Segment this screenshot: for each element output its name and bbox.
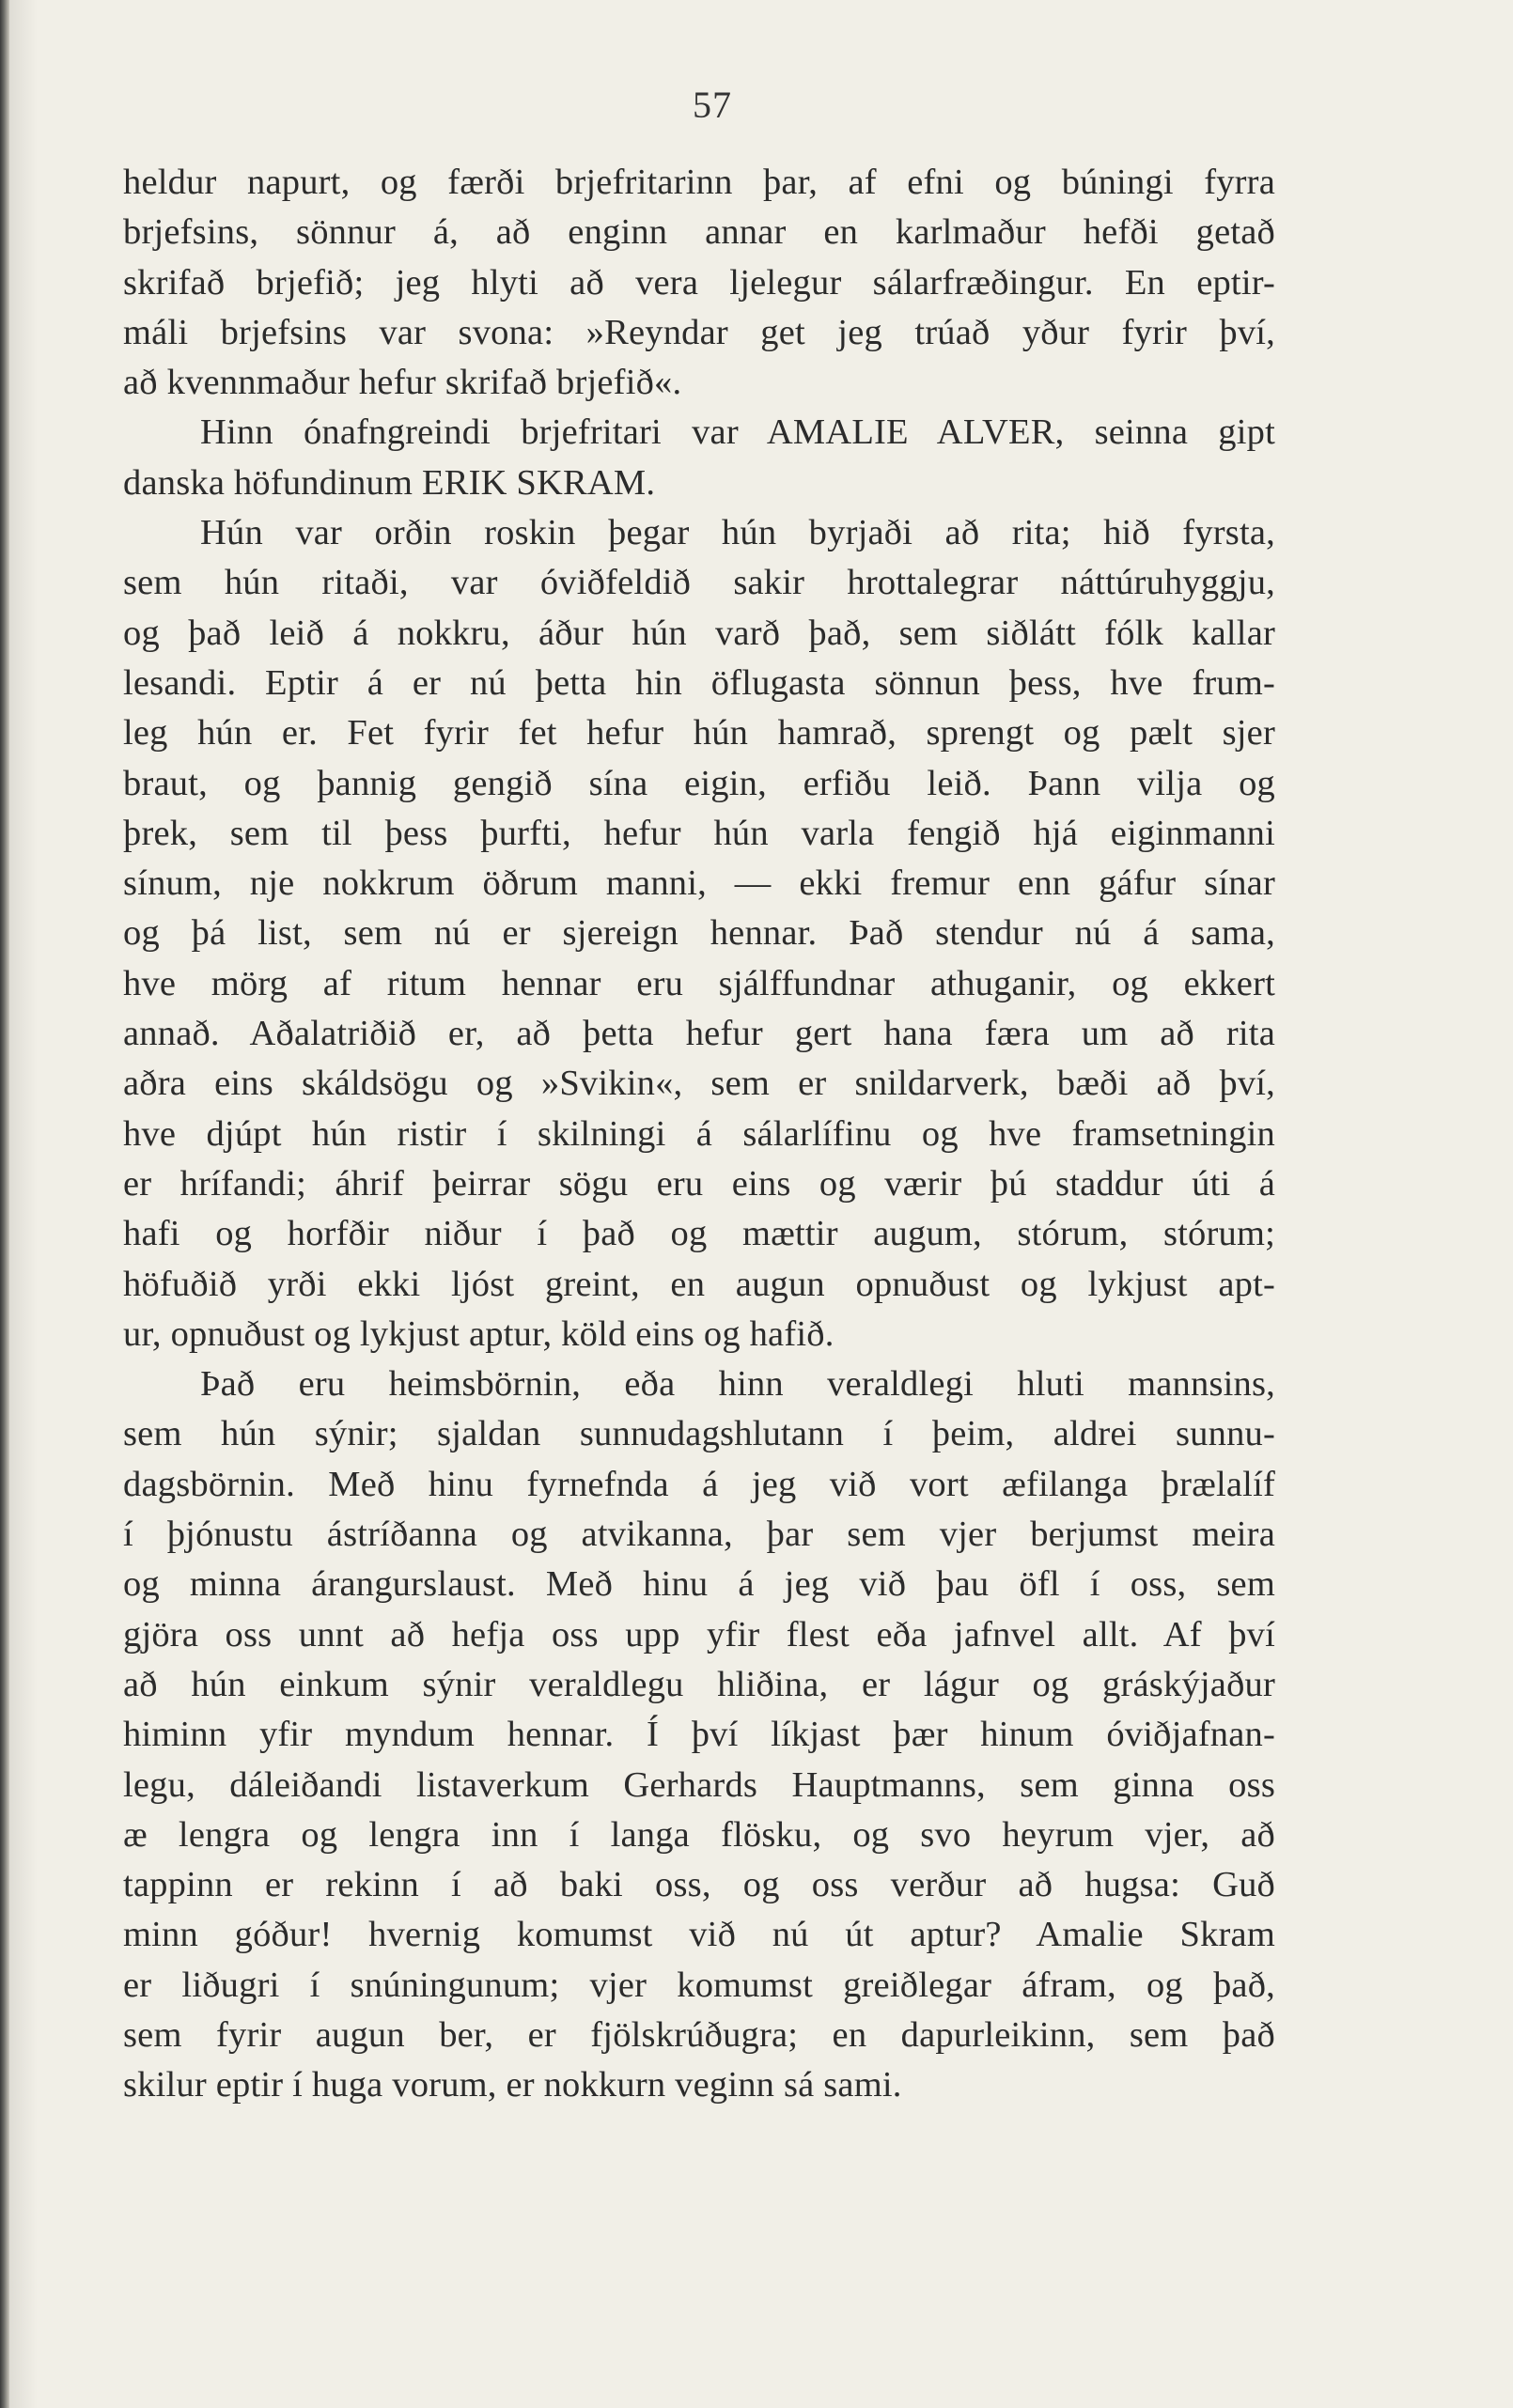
text-line: máli brjefsins var svona: »Reyndar get jeg trúað yður fyrir því, bbox=[123, 312, 1275, 352]
text-line: legu, dáleiðandi listaverkum Gerhards Hauptmanns, sem ginna oss bbox=[123, 1764, 1275, 1805]
text-line: hve mörg af ritum hennar eru sjálffundnar athuganir, og ekkert bbox=[123, 963, 1275, 1003]
text-line: Hinn ónafngreindi brjefritari var AMALIE ALVER, seinna gipt bbox=[200, 412, 1275, 453]
text-line: lesandi. Eptir á er nú þetta hin öflugasta sönnun þess, hve frum- bbox=[123, 662, 1275, 703]
text-line: sem hún sýnir; sjaldan sunnudagshlutann í þeim, aldrei sunnu- bbox=[123, 1414, 1275, 1454]
text-line: hve djúpt hún ristir í skilningi á sálarlífinu og hve framsetningin bbox=[123, 1113, 1275, 1154]
page-number: 57 bbox=[693, 84, 732, 126]
text-line: dagsbörnin. Með hinu fyrnefnda á jeg við vort æfilanga þrælalíf bbox=[123, 1464, 1275, 1504]
text-line: sem hún ritaði, var óviðfeldið sakir hrottalegrar náttúruhyggju, bbox=[123, 563, 1275, 603]
page-binding-edge bbox=[0, 0, 9, 2408]
text-line: gjöra oss unnt að hefja oss upp yfir flest eða jafnvel allt. Af því bbox=[123, 1614, 1275, 1655]
text-line: höfuðið yrði ekki ljóst greint, en augun opnuðust og lykjust apt- bbox=[123, 1264, 1275, 1304]
text-line: þrek, sem til þess þurfti, hefur hún varla fengið hjá eiginmanni bbox=[123, 813, 1275, 853]
text-line: minn góður! hvernig komumst við nú út aptur? Amalie Skram bbox=[123, 1915, 1275, 1955]
text-line: himinn yfir myndum hennar. Í því líkjast þær hinum óviðjafnan- bbox=[123, 1715, 1275, 1755]
text-line: í þjónustu ástríðanna og atvikanna, þar sem vjer berjumst meira bbox=[123, 1515, 1275, 1555]
text-line: leg hún er. Fet fyrir fet hefur hún hamrað, sprengt og pælt sjer bbox=[123, 713, 1275, 753]
text-line: sem fyrir augun ber, er fjölskrúðugra; en dapurleikinn, sem það bbox=[123, 2014, 1275, 2055]
text-line: aðra eins skáldsögu og »Svikin«, sem er snildarverk, bæði að því, bbox=[123, 1064, 1275, 1104]
body-text bbox=[123, 158, 1275, 2111]
text-line: skrifað brjefið; jeg hlyti að vera ljelegur sálarfræðingur. En eptir- bbox=[123, 262, 1275, 303]
text-line: danska höfundinum ERIK SKRAM. bbox=[123, 462, 656, 503]
text-line: skilur eptir í huga vorum, er nokkurn veginn sá sami. bbox=[123, 2065, 902, 2105]
text-line: er liðugri í snúningunum; vjer komumst greiðlegar áfram, og það, bbox=[123, 1965, 1275, 2005]
text-line: og það leið á nokkru, áður hún varð það, sem siðlátt fólk kallar bbox=[123, 613, 1275, 653]
text-line: annað. Aðalatriðið er, að þetta hefur gert hana færa um að rita bbox=[123, 1014, 1275, 1054]
text-line: Hún var orðin roskin þegar hún byrjaði að rita; hið fyrsta, bbox=[200, 513, 1275, 553]
page-binding-shadow bbox=[9, 0, 38, 2408]
text-line: og minna árangurslaust. Með hinu á jeg við þau öfl í oss, sem bbox=[123, 1564, 1275, 1605]
text-line: að kvennmaður hefur skrifað brjefið«. bbox=[123, 363, 682, 403]
text-line: ur, opnuðust og lykjust aptur, köld eins og hafið. bbox=[123, 1313, 834, 1354]
text-line: tappinn er rekinn í að baki oss, og oss verður að hugsa: Guð bbox=[123, 1865, 1275, 1905]
text-line: æ lengra og lengra inn í langa flösku, og svo heyrum vjer, að bbox=[123, 1814, 1275, 1855]
text-line: sínum, nje nokkrum öðrum manni, — ekki fremur enn gáfur sínar bbox=[123, 863, 1275, 904]
text-line: Það eru heimsbörnin, eða hinn veraldlegi hluti mannsins, bbox=[200, 1364, 1275, 1405]
text-line: braut, og þannig gengið sína eigin, erfiðu leið. Þann vilja og bbox=[123, 763, 1275, 803]
text-line: er hrífandi; áhrif þeirrar sögu eru eins og værir þú staddur úti á bbox=[123, 1163, 1275, 1204]
text-line: hafi og horfðir niður í það og mættir augum, stórum, stórum; bbox=[123, 1214, 1275, 1254]
text-line: og þá list, sem nú er sjereign hennar. Það stendur nú á sama, bbox=[123, 913, 1275, 954]
text-line: heldur napurt, og færði brjefritarinn þar, af efni og búningi fyrra bbox=[123, 163, 1275, 202]
text-line: brjefsins, sönnur á, að enginn annar en karlmaður hefði getað bbox=[123, 212, 1275, 253]
text-line: að hún einkum sýnir veraldlegu hliðina, er lágur og gráskýjaður bbox=[123, 1664, 1275, 1704]
